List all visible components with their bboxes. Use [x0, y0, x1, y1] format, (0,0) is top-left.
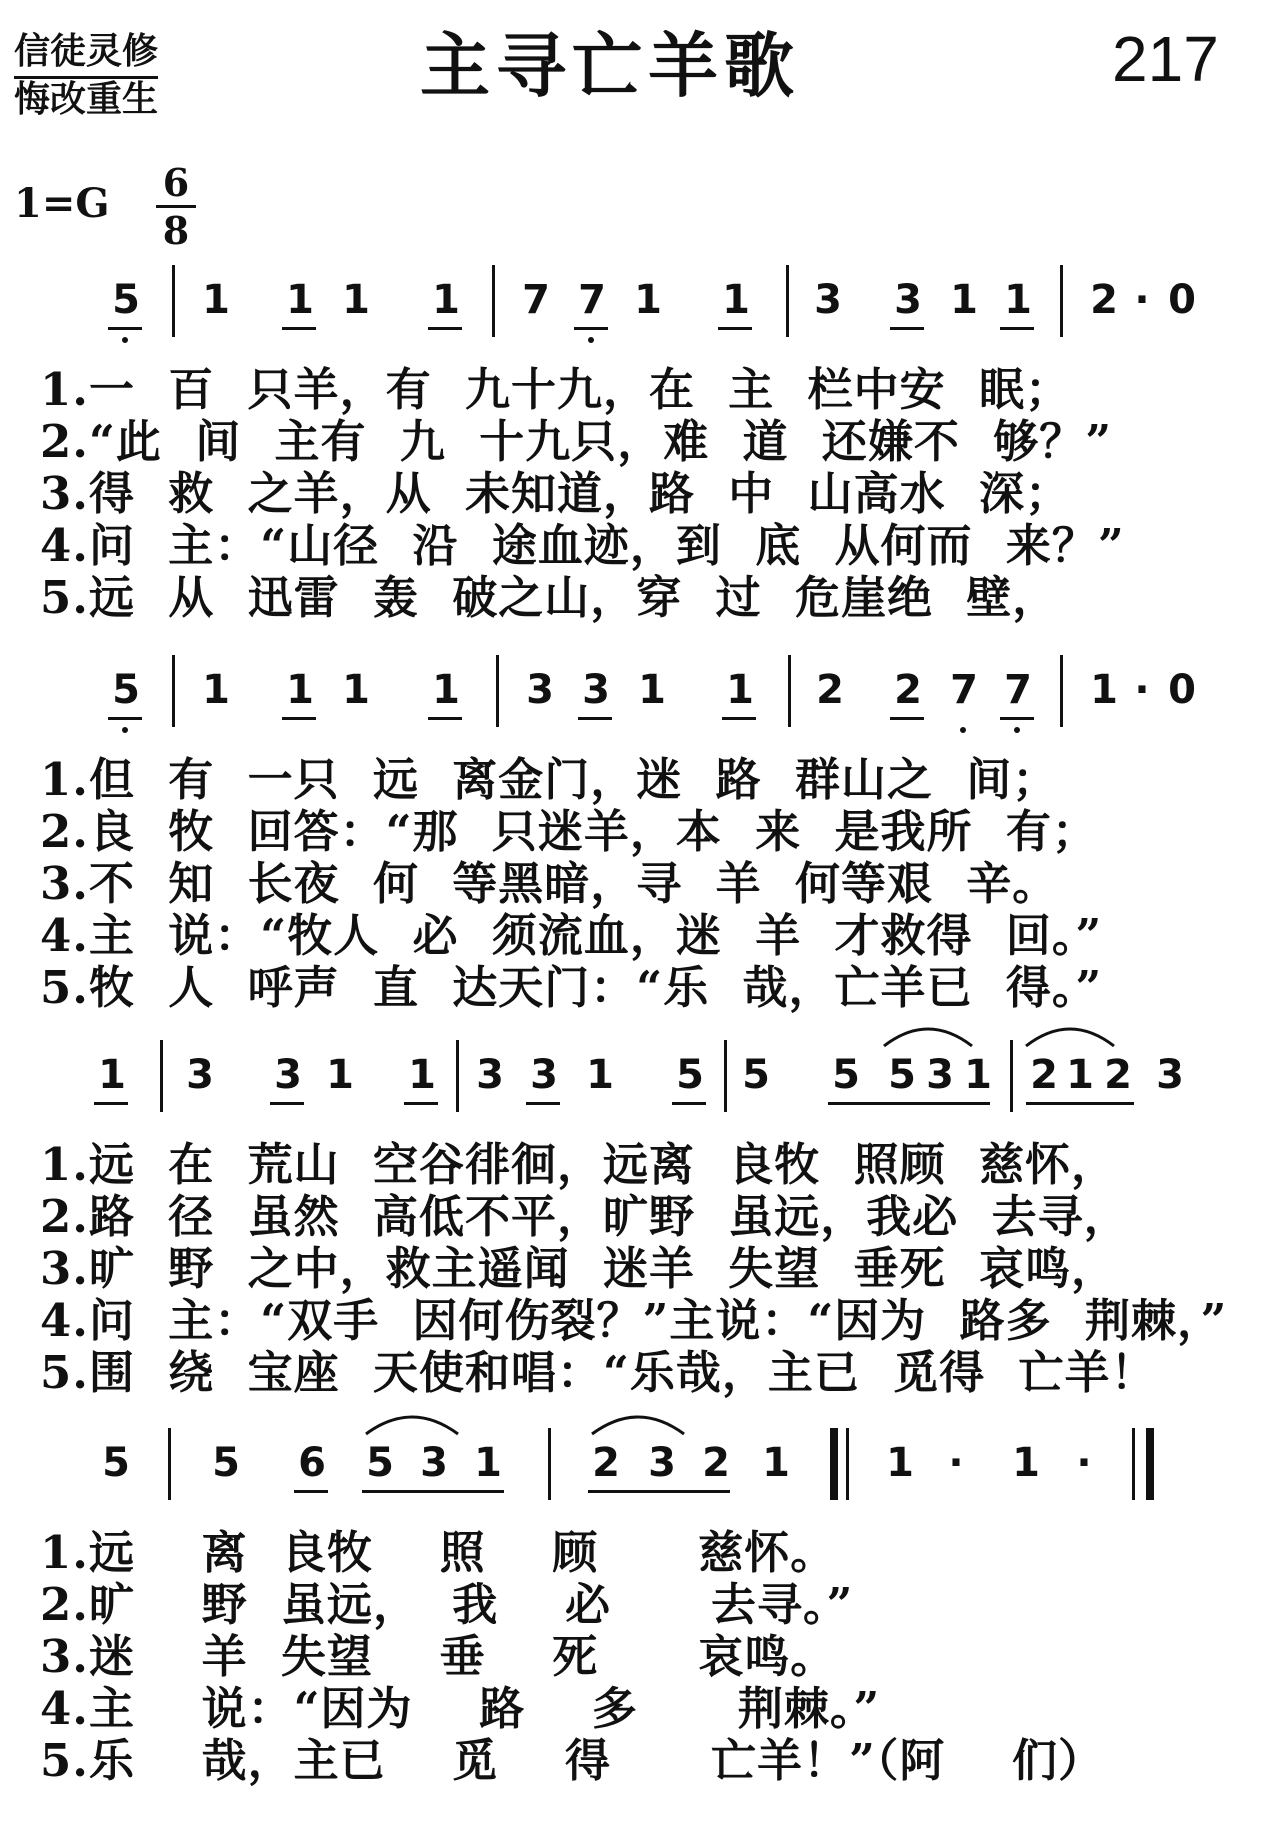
low-octave-dot: [122, 727, 128, 733]
notation-line: [0, 655, 1280, 747]
note: 5: [112, 277, 140, 323]
lyric-verse-4: 4.问 主：“山径 沿 途血迹，到 底 从何而 来？”: [40, 519, 1125, 572]
lyric-verse-2: 2.路 径 虽然 高低不平，旷野 虽远，我必 去寻，: [40, 1190, 1130, 1243]
note: 3: [476, 1052, 504, 1098]
lyric-verse-5: 5.乐 哉，主已 觅 得 亡羊！”（阿 们）: [40, 1734, 1105, 1787]
time-signature: [156, 160, 196, 253]
note: 5: [832, 1052, 860, 1098]
note: 7: [578, 277, 606, 323]
underline: [1026, 1102, 1134, 1105]
barline: [788, 655, 791, 727]
note: 1: [1066, 1052, 1094, 1098]
note: 1: [342, 277, 370, 323]
note: 1: [964, 1052, 992, 1098]
note: ·: [1134, 277, 1150, 323]
note: 1: [202, 277, 230, 323]
note: 1: [950, 277, 978, 323]
underline: [362, 1490, 504, 1493]
barline: [786, 265, 789, 337]
underline: [282, 717, 316, 720]
lyric-verse-5: 5.围 绕 宝座 天使和唱：“乐哉，主已 觅得 亡羊！: [40, 1346, 1157, 1399]
lyric-verse-4: 4.问 主：“双手 因何伤裂？”主说：“因为 路多 荆棘，”: [40, 1294, 1228, 1347]
notation-line: [0, 1040, 1280, 1132]
notation-line: [0, 265, 1280, 357]
final-barline: [1146, 1428, 1154, 1500]
underline: [890, 327, 924, 330]
lyric-verse-1: 1.远 离 良牧 照 顾 慈怀。: [40, 1526, 837, 1579]
note: 1: [342, 667, 370, 713]
hymn-title: 主寻亡羊歌: [420, 25, 800, 107]
note: 1: [1012, 1440, 1040, 1486]
note: 5: [366, 1440, 394, 1486]
note: 1: [432, 277, 460, 323]
lyric-verse-1: 1.一 百 只羊，有 九十九，在 主 栏中安 眠；: [40, 363, 1071, 416]
barline: [1060, 655, 1063, 727]
slur: [588, 1406, 688, 1438]
low-octave-dot: [122, 337, 128, 343]
note: 5: [112, 667, 140, 713]
underline: [294, 1490, 328, 1493]
barline: [1060, 265, 1063, 337]
note: 7: [1004, 667, 1032, 713]
note: 1: [1004, 277, 1032, 323]
note: 2: [816, 667, 844, 713]
note: 5: [212, 1440, 240, 1486]
note: 1: [474, 1440, 502, 1486]
note: 2: [702, 1440, 730, 1486]
double-barline: [846, 1428, 849, 1500]
barline: [172, 655, 175, 727]
underline: [108, 717, 142, 720]
note: 1: [722, 277, 750, 323]
final-barline: [1132, 1428, 1135, 1500]
barline: [172, 265, 175, 337]
underline: [578, 717, 612, 720]
lyric-verse-5: 5.牧 人 呼声 直 达天门：“乐 哉，亡羊已 得。”: [40, 961, 1103, 1014]
underline: [574, 327, 608, 330]
note: 3: [526, 667, 554, 713]
underline: [270, 1102, 304, 1105]
note: 1: [432, 667, 460, 713]
lyric-verse-3: 3.迷 羊 失望 垂 死 哀鸣。: [40, 1630, 837, 1683]
key-signature: 1=G: [14, 180, 110, 227]
note: 3: [582, 667, 610, 713]
note: 7: [522, 277, 550, 323]
note: 3: [274, 1052, 302, 1098]
note: 1: [726, 667, 754, 713]
underline: [1000, 717, 1034, 720]
lyric-verse-2: 2.“此 间 主有 九 十九只，难 道 还嫌不 够？”: [40, 415, 1113, 468]
underline: [588, 1490, 730, 1493]
barline: [724, 1040, 727, 1112]
note: 1: [408, 1052, 436, 1098]
barline: [456, 1040, 459, 1112]
note: 3: [530, 1052, 558, 1098]
lyric-verse-3: 3.不 知 长夜 何 等黑暗，寻 羊 何等艰 辛。: [40, 857, 1059, 910]
note: 1: [586, 1052, 614, 1098]
lyric-verse-2: 2.旷 野 虽远， 我 必 去寻。”: [40, 1578, 854, 1631]
note: 0: [1168, 667, 1196, 713]
note: 1: [634, 277, 662, 323]
underline: [526, 1102, 560, 1105]
lyric-verse-5: 5.远 从 迅雷 轰 破之山，穿 过 危崖绝 壁，: [40, 571, 1059, 624]
note: 0: [1168, 277, 1196, 323]
note: 1: [286, 277, 314, 323]
note: 1: [886, 1440, 914, 1486]
barline: [160, 1040, 163, 1112]
time-signature-bottom: 8: [162, 208, 190, 253]
note: 5: [742, 1052, 770, 1098]
time-signature-top: 6: [162, 160, 190, 205]
note: 1: [98, 1052, 126, 1098]
lyric-verse-3: 3.得 救 之羊，从 未知道，路 中 山高水 深；: [40, 467, 1071, 520]
lyric-verse-1: 1.远 在 荒山 空谷徘徊，远离 良牧 照顾 慈怀，: [40, 1138, 1117, 1191]
note: 1: [326, 1052, 354, 1098]
lyric-verse-4: 4.主 说：“牧人 必 须流血，迷 羊 才救得 回。”: [40, 909, 1103, 962]
note: 2: [894, 667, 922, 713]
category-label-2: 悔改重生: [14, 78, 159, 120]
low-octave-dot: [588, 337, 594, 343]
note: 2: [1030, 1052, 1058, 1098]
note: 2: [592, 1440, 620, 1486]
underline: [428, 327, 462, 330]
note: 1: [202, 667, 230, 713]
underline: [94, 1102, 128, 1105]
lyric-verse-3: 3.旷 野 之中，救主遥闻 迷羊 失望 垂死 哀鸣，: [40, 1242, 1117, 1295]
low-octave-dot: [960, 727, 966, 733]
underline: [282, 327, 316, 330]
note: 2: [1104, 1052, 1132, 1098]
double-barline: [830, 1428, 838, 1500]
note: 7: [950, 667, 978, 713]
barline: [548, 1428, 551, 1500]
note: 3: [1156, 1052, 1184, 1098]
note: 2: [1090, 277, 1118, 323]
note: ·: [1076, 1440, 1092, 1486]
slur: [362, 1406, 462, 1438]
lyric-verse-2: 2.良 牧 回答：“那 只迷羊，本 来 是我所 有；: [40, 805, 1098, 858]
note: 3: [926, 1052, 954, 1098]
barline: [492, 265, 495, 337]
underline: [1000, 327, 1034, 330]
note: 6: [298, 1440, 326, 1486]
category-label-1: 信徒灵修: [14, 26, 158, 79]
underline: [890, 717, 924, 720]
note: 5: [676, 1052, 704, 1098]
note: 3: [894, 277, 922, 323]
note: 3: [420, 1440, 448, 1486]
note: 1: [762, 1440, 790, 1486]
barline: [496, 655, 499, 727]
underline: [428, 717, 462, 720]
note: 5: [888, 1052, 916, 1098]
underline: [718, 327, 752, 330]
low-octave-dot: [1014, 727, 1020, 733]
slur: [1022, 1018, 1118, 1050]
lyric-verse-4: 4.主 说：“因为 路 多 荆棘。”: [40, 1682, 881, 1735]
note: 1: [638, 667, 666, 713]
underline: [108, 327, 142, 330]
underline: [722, 717, 756, 720]
slur: [880, 1018, 976, 1050]
barline: [168, 1428, 171, 1500]
note: 1: [286, 667, 314, 713]
note: 1: [1090, 667, 1118, 713]
note: 3: [186, 1052, 214, 1098]
note: 3: [648, 1440, 676, 1486]
barline: [1010, 1040, 1013, 1112]
lyric-verse-1: 1.但 有 一只 远 离金门，迷 路 群山之 间；: [40, 753, 1059, 806]
note: ·: [948, 1440, 964, 1486]
note: 3: [814, 277, 842, 323]
underline: [828, 1102, 990, 1105]
underline: [404, 1102, 438, 1105]
hymn-number: 217: [1112, 23, 1219, 95]
note: ·: [1134, 667, 1150, 713]
note: 5: [102, 1440, 130, 1486]
underline: [672, 1102, 706, 1105]
notation-line: [0, 1428, 1280, 1520]
